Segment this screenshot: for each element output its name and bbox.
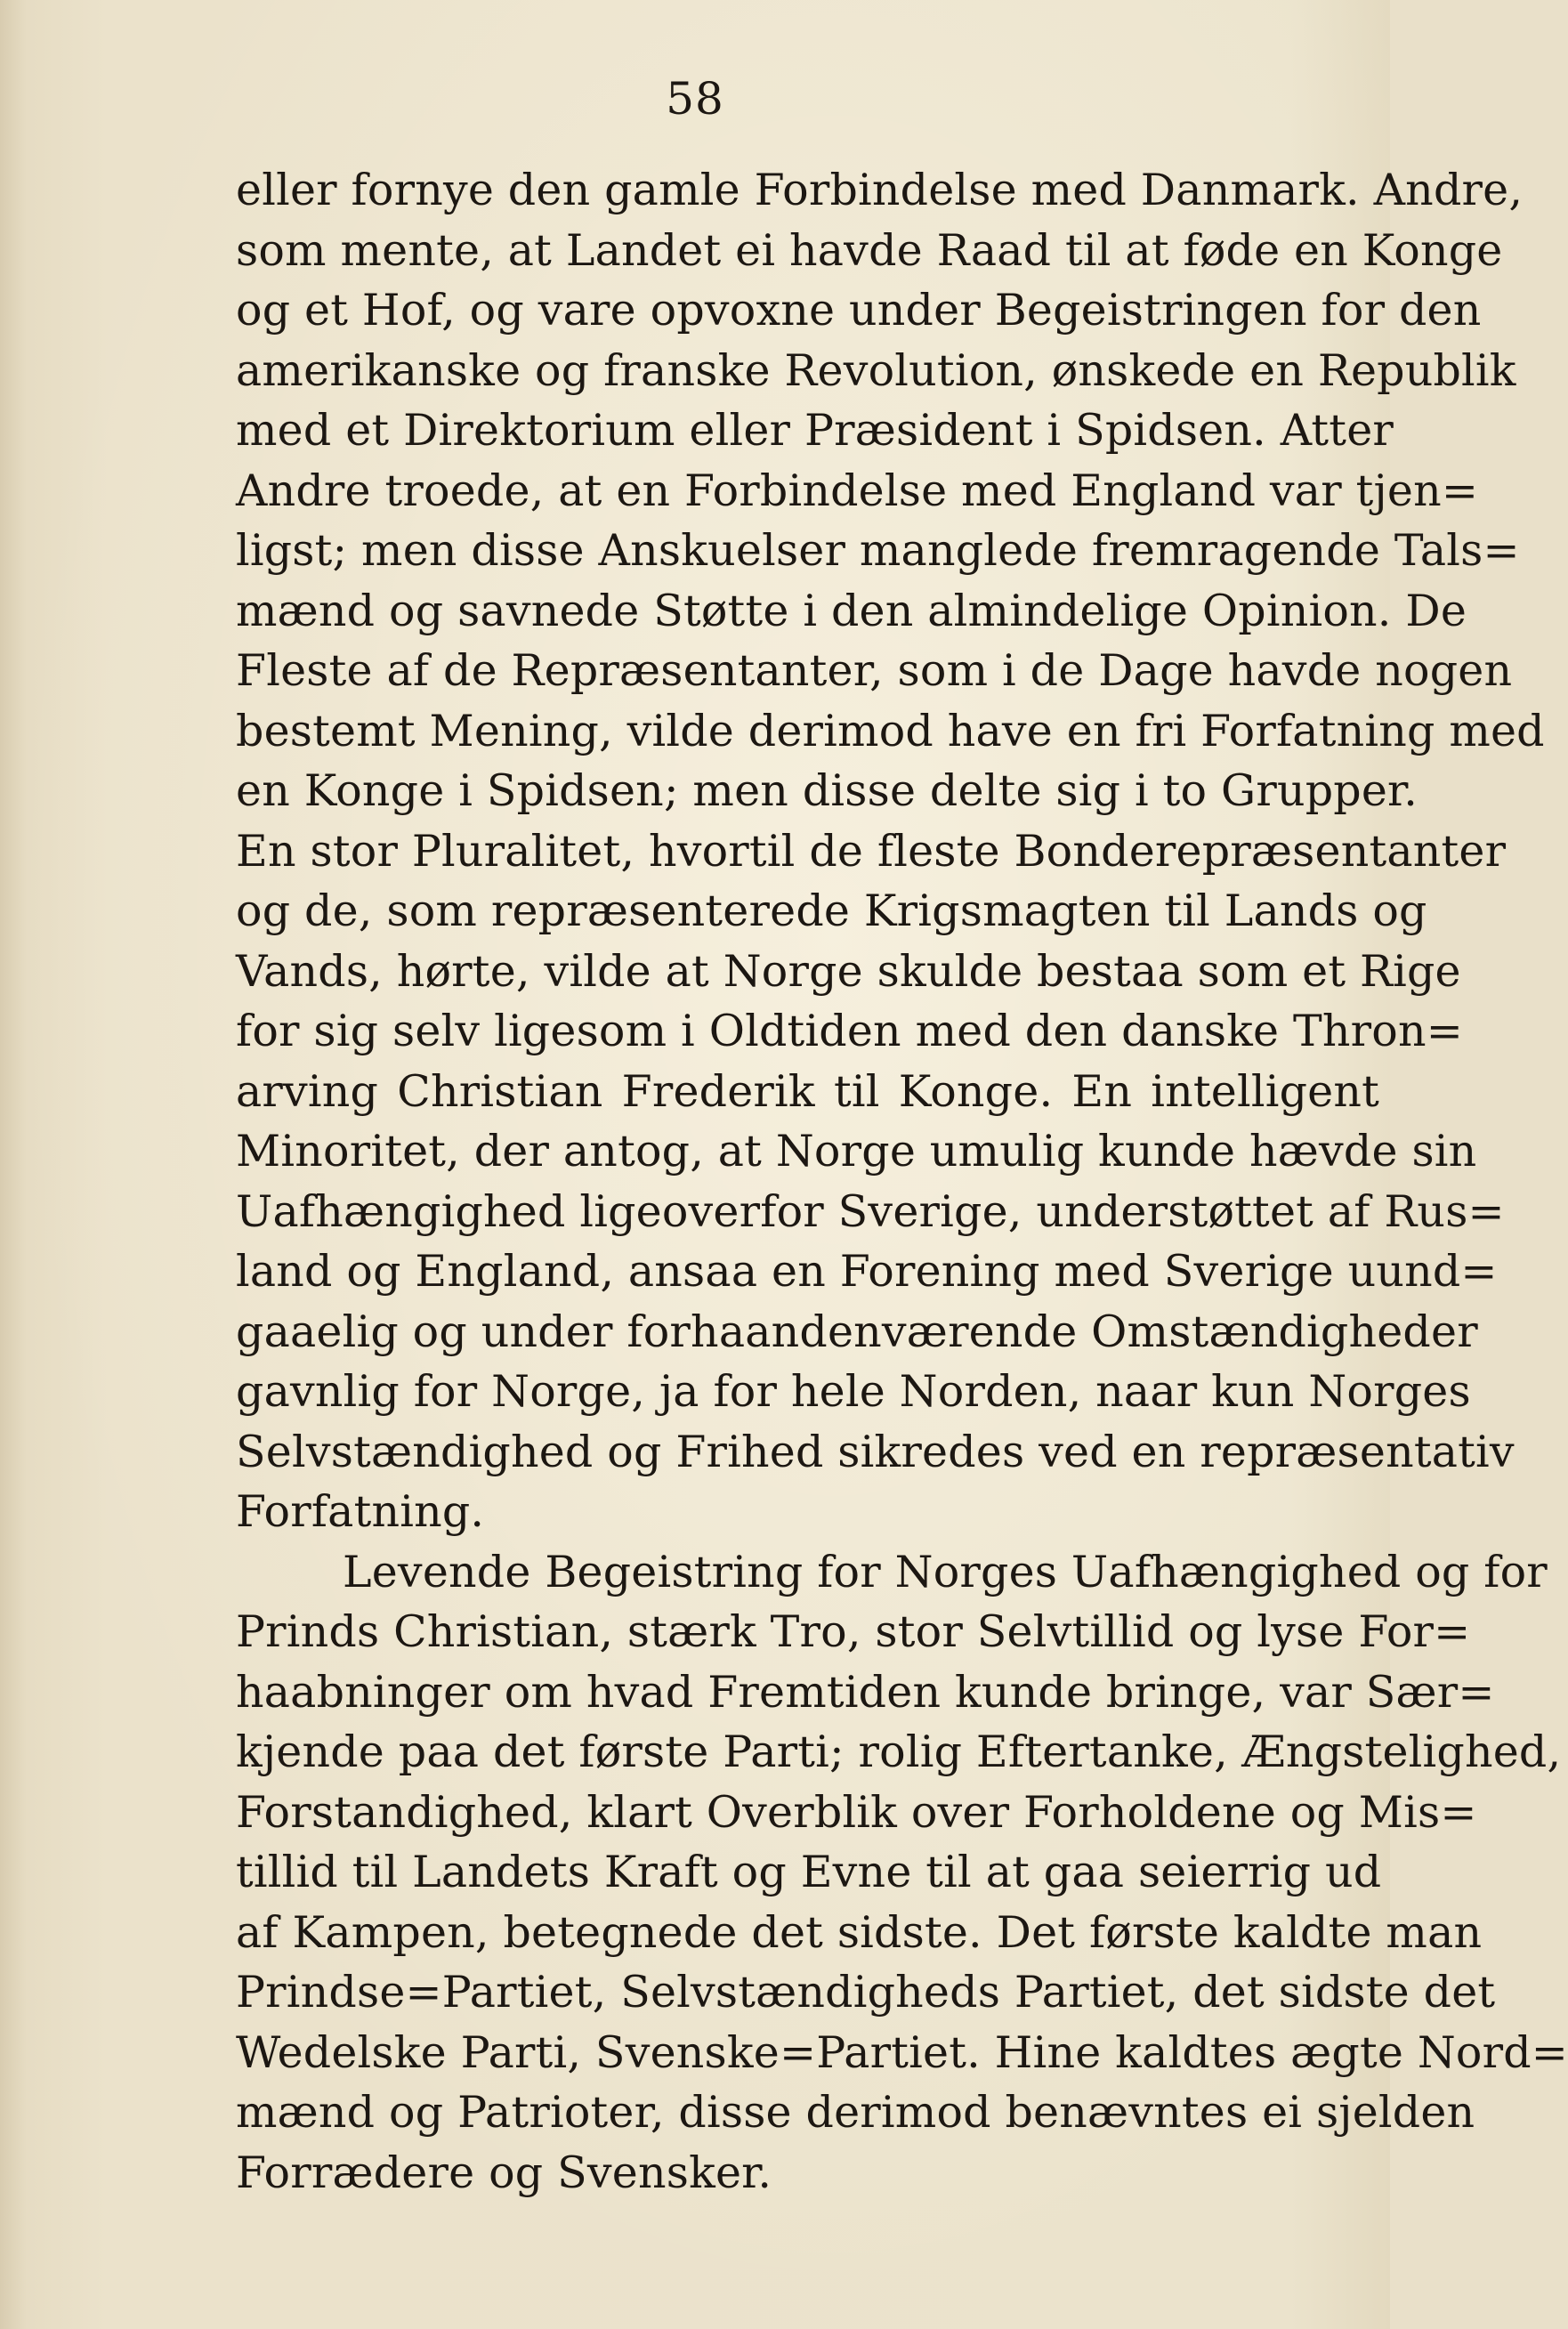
text-line: land og England, ansaa en Forening med Sverige uund= xyxy=(236,1246,1498,1297)
text-line: en Konge i Spidsen; men disse delte sig i to Grupper. xyxy=(236,765,1418,816)
text-line: bestemt Mening, vilde derimod have en fri Forfatning med xyxy=(236,705,1545,756)
paragraph-start-line: Levende Begeistring for Norges Uafhængighed og for xyxy=(343,1546,1548,1597)
text-line: Wedelske Parti, Svenske=Partiet. Hine kaldtes ægte Nord= xyxy=(236,2026,1568,2078)
text-line: Prinds Christian, stærk Tro, stor Selvtillid og lyse For= xyxy=(236,1606,1471,1657)
text-line: gaaelig og under forhaandenværende Omstændigheder xyxy=(236,1306,1478,1357)
text-line: Fleste af de Repræsentanter, som i de Dage havde nogen xyxy=(236,645,1513,696)
text-line: med et Direktorium eller Præsident i Spidsen. Atter xyxy=(236,405,1394,456)
text-line: og de, som repræsenterede Krigsmagten til Lands og xyxy=(236,886,1427,936)
text-line: mænd og savnede Støtte i den almindelige Opinion. De xyxy=(236,585,1467,636)
text-line: eller fornye den gamle Forbindelse med Danmark. Andre, xyxy=(236,165,1524,215)
text-line: Prindse=Partiet, Selvstændigheds Partiet, det sidste det xyxy=(236,1967,1496,2018)
paragraph-end-line: Forfatning. xyxy=(236,1486,485,1537)
text-line: kjende paa det første Parti; rolig Eftertanke, Ængstelighed, xyxy=(236,1727,1562,1777)
text-line: Uafhængighed ligeoverfor Sverige, understøttet af Rus= xyxy=(236,1185,1505,1237)
text-line: og et Hof, og vare opvoxne under Begeistringen for den xyxy=(236,285,1482,336)
text-line: mænd og Patrioter, disse derimod benævntes ei sjelden xyxy=(236,2087,1475,2138)
page-number: 58 xyxy=(666,73,724,125)
text-line: af Kampen, betegnede det sidste. Det første kaldte man xyxy=(236,1906,1483,1958)
text-line: ligst; men disse Anskuelser manglede fremragende Tals= xyxy=(236,525,1520,576)
text-line: Andre troede, at en Forbindelse med England var tjen= xyxy=(236,465,1479,516)
text-line: Vands, hørte, vilde at Norge skulde bestaa som et Rige xyxy=(236,945,1461,997)
text-line: amerikanske og franske Revolution, ønskede en Republik xyxy=(236,344,1516,396)
text-line: arving Christian Frederik til Konge. En intelligent xyxy=(236,1065,1379,1117)
body-text xyxy=(236,160,1568,2203)
text-line: Forstandighed, klart Overblik over Forholdene og Mis= xyxy=(236,1786,1477,1838)
paragraph-end-line: Forrædere og Svensker. xyxy=(236,2147,772,2198)
text-line: En stor Pluralitet, hvortil de fleste Bonderepræsentanter xyxy=(236,825,1507,877)
text-line: Minoritet, der antog, at Norge umulig kunde hævde sin xyxy=(236,1126,1477,1177)
text-line: tillid til Landets Kraft og Evne til at gaa seierrig ud xyxy=(236,1847,1382,1897)
text-line: som mente, at Landet ei havde Raad til at føde en Konge xyxy=(236,224,1503,276)
text-line: gavnlig for Norge, ja for hele Norden, naar kun Norges xyxy=(236,1366,1471,1417)
text-line: Selvstændighed og Frihed sikredes ved en repræsentativ xyxy=(236,1426,1515,1477)
text-line: haabninger om hvad Fremtiden kunde bringe, var Sær= xyxy=(236,1666,1495,1718)
text-line: for sig selv ligesom i Oldtiden med den danske Thron= xyxy=(236,1006,1464,1056)
